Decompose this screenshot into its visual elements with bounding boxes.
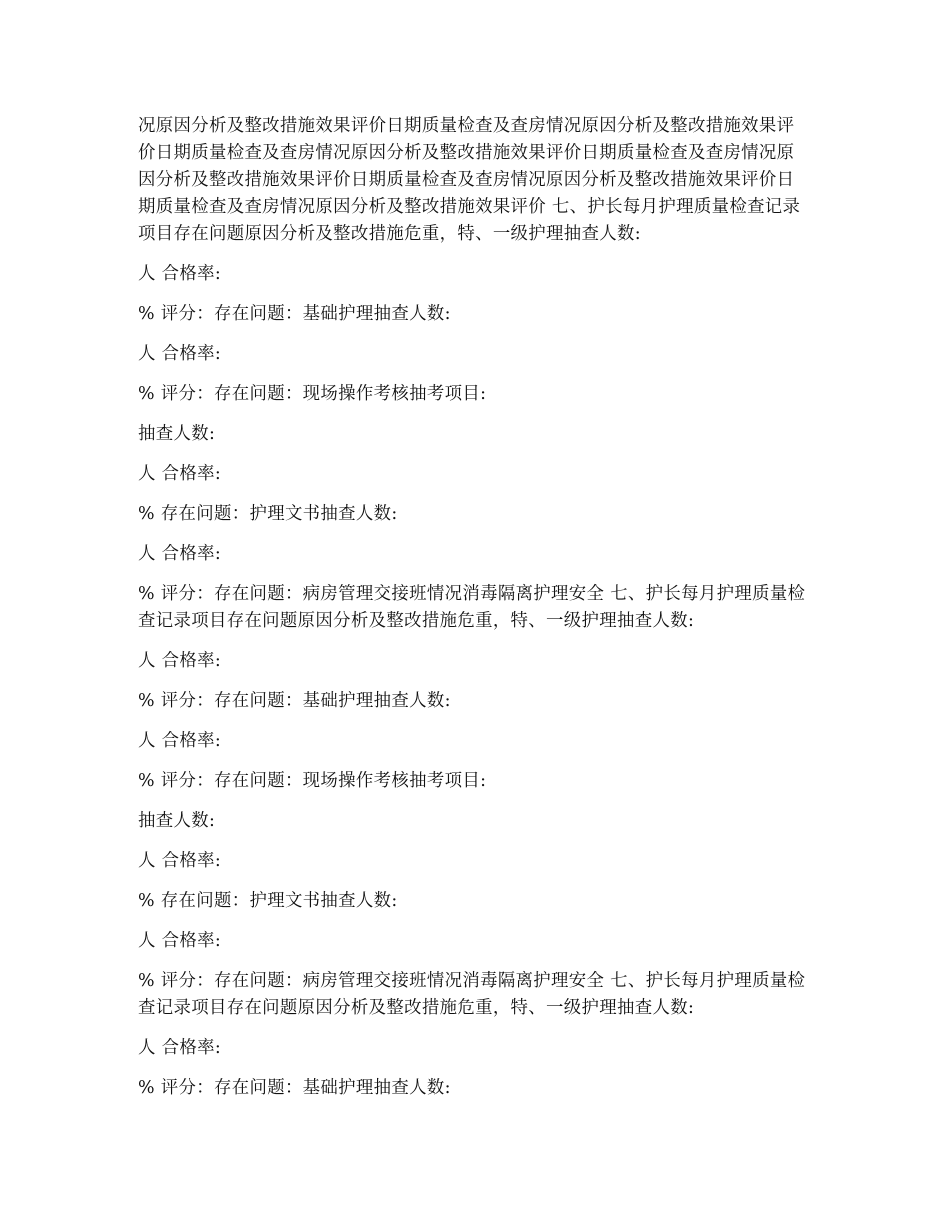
paragraph: % 存在问题：护理文书抽查人数: — [138, 504, 398, 524]
paragraph: % 评分：存在问题：病房管理交接班情况消毒隔离护理安全 七、护长每月护理质量检查记录项目存在问题原因分析及整改措施危重，特、一级护理抽查人数: — [138, 584, 806, 631]
paragraph: 人 合格率: — [138, 464, 222, 484]
paragraph: 人 合格率: — [138, 731, 222, 751]
paragraph: 抽查人数: — [138, 811, 216, 831]
paragraph: % 评分：存在问题：基础护理抽查人数: — [138, 691, 451, 711]
paragraph-intro: 况原因分析及整改措施效果评价日期质量检查及查房情况原因分析及整改措施效果评价日期质量检查及查房情况原因分析及整改措施效果评价日期质量检查及查房情况原因分析及整改措施效果评价日期质量检查及查房情况原因分析及整改措施效果评价日期质量检查及查房情况原因分析及整改措施效果评价 七、护长每月护理质量检查记录项目存在问题原因分析及整改措施危重，特、一级护理抽查人数: — [138, 116, 801, 244]
paragraph: 人 合格率: — [138, 544, 222, 564]
paragraph: 人 合格率: — [138, 1038, 222, 1058]
paragraph: 人 合格率: — [138, 651, 222, 671]
paragraph: 人 合格率: — [138, 264, 222, 284]
paragraph: 抽查人数: — [138, 424, 216, 444]
paragraph: 人 合格率: — [138, 344, 222, 364]
paragraph: % 评分：存在问题：基础护理抽查人数: — [138, 1078, 451, 1098]
paragraph: % 评分：存在问题：病房管理交接班情况消毒隔离护理安全 七、护长每月护理质量检查记录项目存在问题原因分析及整改措施危重，特、一级护理抽查人数: — [138, 971, 806, 1018]
document-page — [138, 113, 808, 1102]
paragraph: % 存在问题：护理文书抽查人数: — [138, 891, 398, 911]
paragraph: % 评分：存在问题：现场操作考核抽考项目: — [138, 771, 487, 791]
paragraph: % 评分：存在问题：基础护理抽查人数: — [138, 304, 451, 324]
paragraph: % 评分：存在问题：现场操作考核抽考项目: — [138, 384, 487, 404]
paragraph: 人 合格率: — [138, 851, 222, 871]
paragraph: 人 合格率: — [138, 931, 222, 951]
